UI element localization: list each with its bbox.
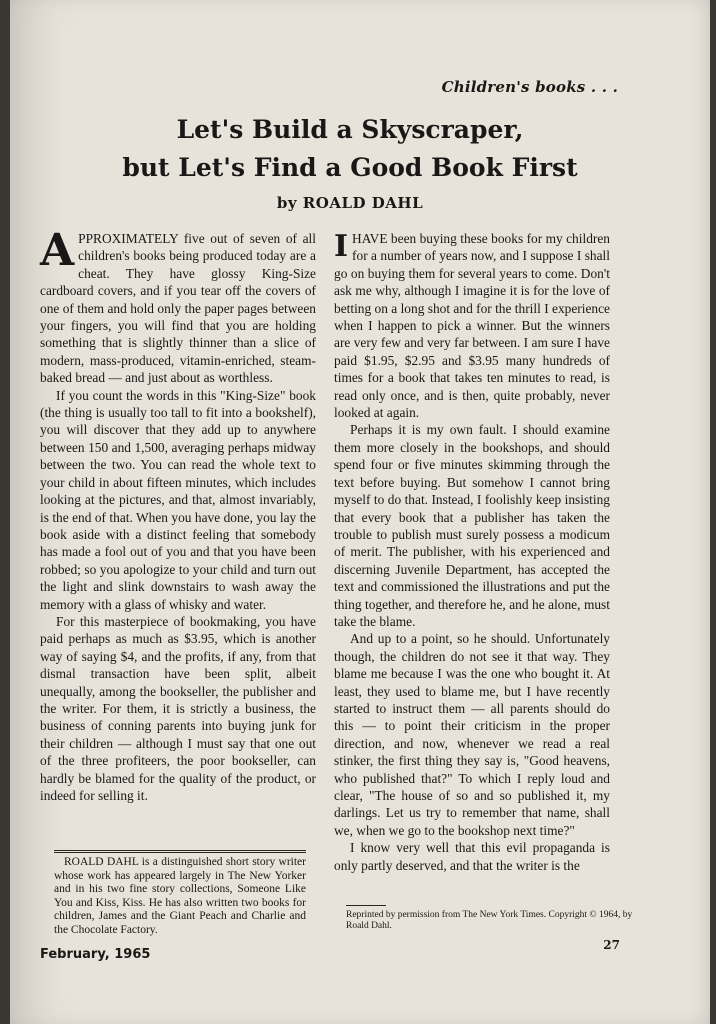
paragraph <box>40 225 316 387</box>
magazine-page <box>10 0 710 1024</box>
bio-divider <box>54 852 306 853</box>
paragraph-text: HAVE been buying these books for my children for a number of years now, and I suppose I shall go on buying them for several years to come. Don't ask me why, although I imagine it is for the love of betting on a long shot and for the thrill I experience when I happen to pick a winner. But the winners are very few and very far between. I am sure I have paid $1.95, $2.95 and $3.95 many hundreds of times for a book that takes ten minutes to read, is read only once, and is then, quite probably, never looked at again. <box>334 231 610 421</box>
right-column <box>334 230 610 874</box>
bio-text: ROALD DAHL is a distinguished short story writer whose work has appeared largely in The New Yorker and in his two fine story collections, Someone Like You and Kiss, Kiss. He has also written two books for children, James and the Giant Peach and Charlie and the Chocolate Factory. <box>54 856 306 936</box>
page-number: 27 <box>603 938 620 952</box>
article-title-line2: but Let's Find a Good Book First <box>122 153 578 182</box>
paragraph: For this masterpiece of bookmaking, you have paid perhaps as much as $3.95, which is another way of saying $4, and the profits, if any, from that dismal transaction have been split, albeit unequally, among the bookseller, the publisher and the writer. For them, it is strictly a business, the business of conning parents into buying junk for their children — although I must say that one out of the three profiteers, the poor bookseller, can hardly be blamed for the quality of the product, or indeed for selling it. <box>40 613 316 803</box>
paragraph: And up to a point, so he should. Unfortunately though, the children do not see it that way. They blame me because I was the one who bought it. At least, they used to blame me, but I have recently started to instruct them — all parents should do this — to point their criticism in the proper direction, and now, whenever we read a real stinker, the first thing they say is, "Good heavens, who published that?" To which I reply loud and clear, "The house of so and so published it, my darlings. Let us try to remember that name, shall we, when we go to the bookshop next time?" <box>334 631 610 838</box>
paragraph <box>334 230 610 421</box>
paragraph: If you count the words in this "King-Size" book (the thing is usually too tall to fit into a bookshelf), you will discover that they add up to anywhere between 150 and 1,500, averaging perhaps midway between the two. You can read the whole text to your child in about fifteen minutes, which includes looking at the pictures, and that, almost invariably, is the end of that. When you have done, you lay the book aside with a distinct feeling that somebody has made a fool out of you and that you have been robbed; so you apologize to your child and turn out the light and slink downstairs to wash away the memory with a glass of whisky and water. <box>40 387 316 612</box>
issue-date: February, 1965 <box>40 947 151 962</box>
paragraph-text: PPROXIMATELY five out of seven of all children's books being produced today are a cheat. They have glossy King-Size cardboard covers, and if you tear off the covers of one of them and hold only the paper pages between your fingers, you will find that you are holding something that is slightly thinner than a slice of modern, mass-produced, vitamin-enriched, steam-baked bread — and just about as worthless. <box>40 231 316 386</box>
article-title-line1: Let's Build a Skyscraper, <box>176 115 524 144</box>
byline: by ROALD DAHL <box>276 194 424 212</box>
drop-cap: A <box>40 225 75 276</box>
author-bio <box>54 856 306 937</box>
bio-divider <box>54 850 306 851</box>
paragraph: Perhaps it is my own fault. I should examine them more closely in the bookshops, and should spend four or five minutes skimming through the text before buying. But somehow I cannot bring myself to do that. Instead, I foolishly keep insisting that every book that a publisher has taken the trouble to publish must surely possess a modicum of merit. The publisher, with his experienced and discerning Juvenile Department, has accepted the text and commissioned the illustrations and put the thing together, and therefore he, and he alone, must take the blame. <box>334 422 610 629</box>
section-tag: Children's books . . . <box>441 78 618 96</box>
left-column <box>40 225 316 804</box>
paragraph: I know very well that this evil propaganda is only partly deserved, and that the writer is the <box>334 840 610 873</box>
drop-cap: I <box>334 229 349 264</box>
footnote-divider <box>346 905 386 906</box>
copyright-footnote: Reprinted by permission from The New York Times. Copyright © 1964, by Roald Dahl. <box>346 910 633 931</box>
